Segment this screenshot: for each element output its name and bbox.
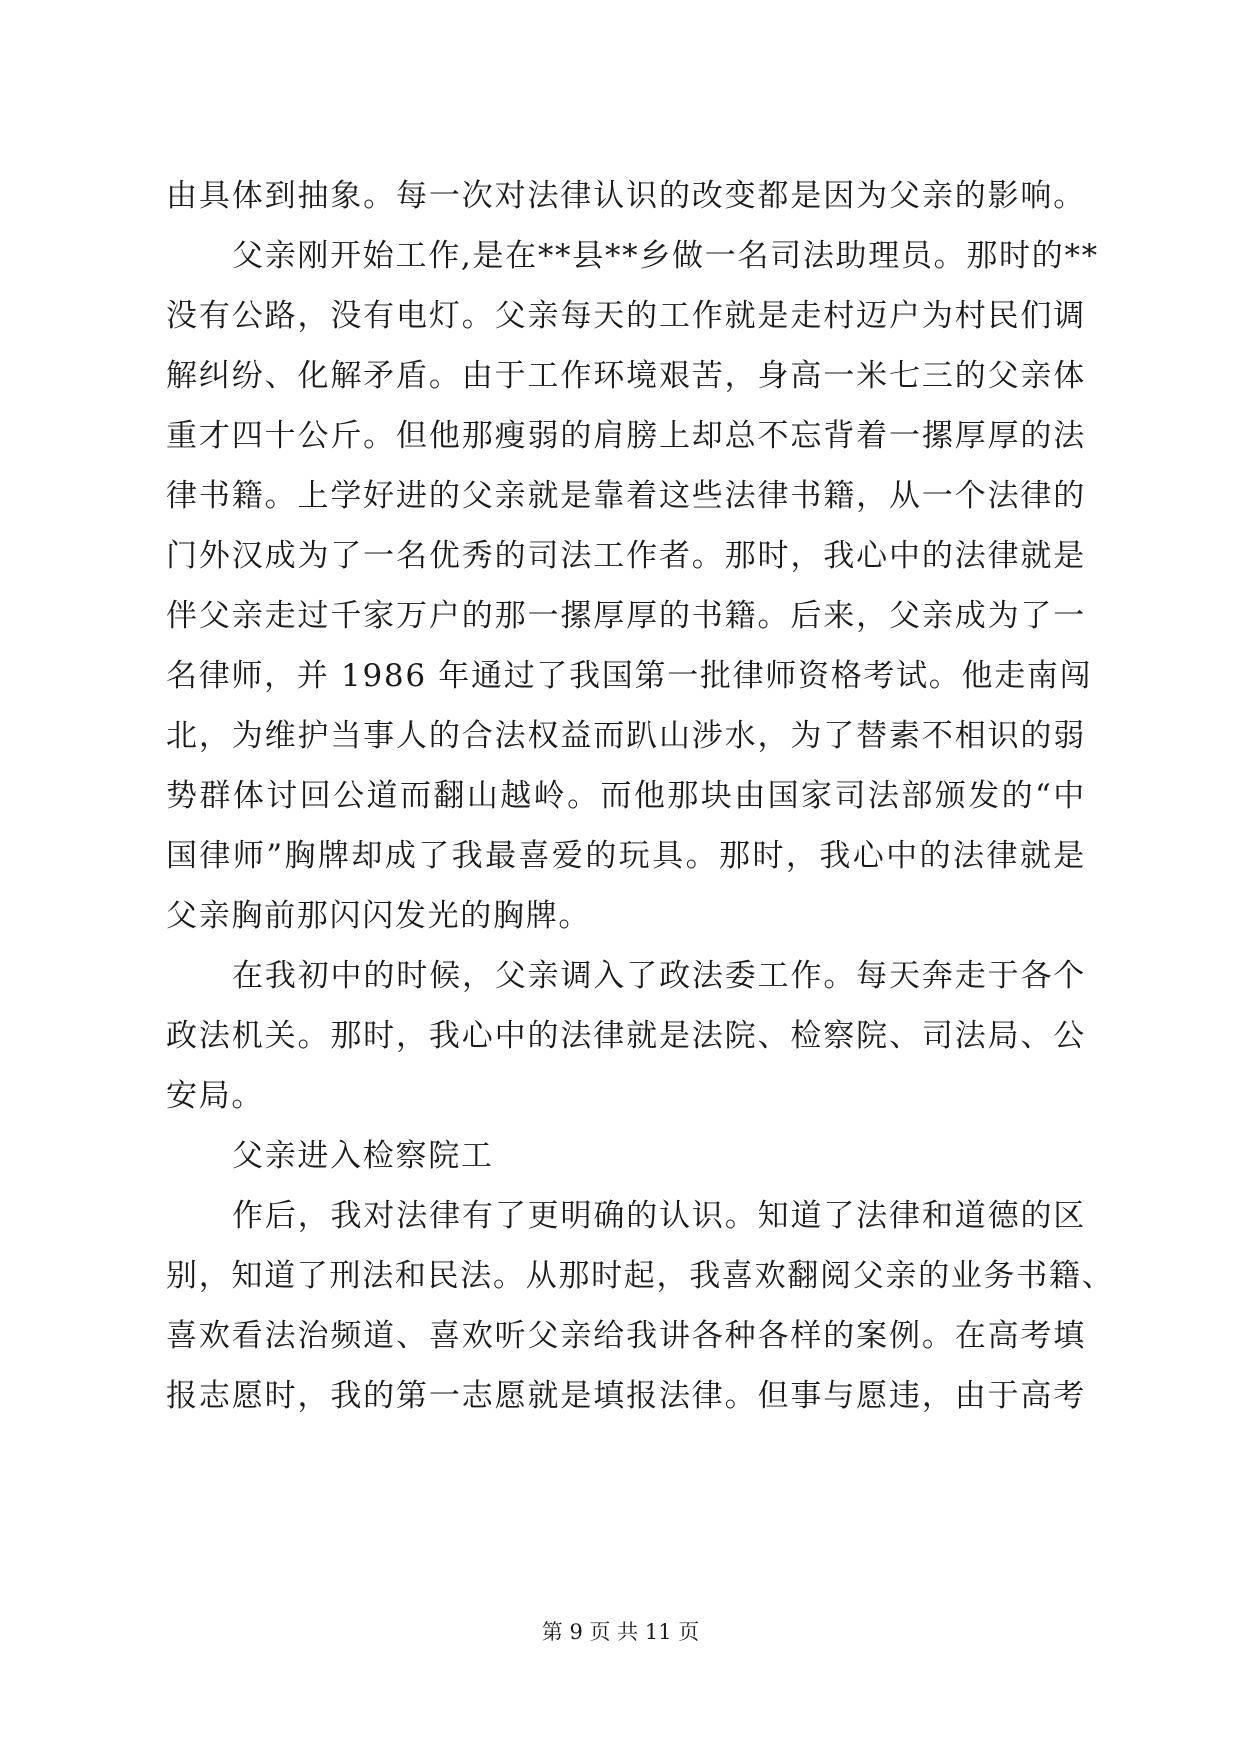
text-line: 名律师，并 1986 年通过了我国第一批律师资格考试。他走南闯 — [166, 658, 1093, 694]
text-line: 政法机关。那时，我心中的法律就是法院、检察院、司法局、公 — [166, 1018, 1086, 1054]
body-text — [166, 166, 1115, 1426]
text-line: 父亲胸前那闪闪发光的胸牌。 — [166, 898, 592, 934]
text-line: 解纠纷、化解矛盾。由于工作环境艰苦，身高一米七三的父亲体 — [166, 358, 1086, 394]
text-line: 北，为维护当事人的合法权益而趴山涉水，为了替素不相识的弱 — [166, 718, 1086, 754]
text-line: 国律师”胸牌却成了我最喜爱的玩具。那时，我心中的法律就是 — [166, 838, 1086, 874]
page-footer: 第 9 页 共 11 页 — [541, 1620, 700, 1644]
text-line: 在我初中的时候，父亲调入了政法委工作。每天奔走于各个 — [232, 958, 1086, 994]
text-line: 门外汉成为了一名优秀的司法工作者。那时，我心中的法律就是 — [166, 538, 1086, 574]
text-line: 没有公路，没有电灯。父亲每天的工作就是走村迈户为村民们调 — [166, 298, 1086, 334]
text-line: 报志愿时，我的第一志愿就是填报法律。但事与愿违，由于高考 — [166, 1378, 1086, 1414]
text-line: 重才四十公斤。但他那瘦弱的肩膀上却总不忘背着一摞厚厚的法 — [166, 418, 1086, 454]
text-line: 父亲进入检察院工 — [232, 1138, 494, 1174]
text-line: 父亲刚开始工作,是在**县**乡做一名司法助理员。那时的** — [232, 238, 1099, 274]
text-line: 由具体到抽象。每一次对法律认识的改变都是因为父亲的影响。 — [166, 178, 1086, 214]
text-line: 律书籍。上学好进的父亲就是靠着这些法律书籍，从一个法律的 — [166, 478, 1086, 514]
text-line: 安局。 — [166, 1078, 265, 1114]
text-line: 别，知道了刑法和民法。从那时起，我喜欢翻阅父亲的业务书籍、 — [166, 1258, 1115, 1294]
text-line: 喜欢看法治频道、喜欢听父亲给我讲各种各样的案例。在高考填 — [166, 1318, 1086, 1354]
text-line: 伴父亲走过千家万户的那一摞厚厚的书籍。后来，父亲成为了一 — [166, 598, 1086, 634]
text-line: 作后，我对法律有了更明确的认识。知道了法律和道德的区 — [232, 1198, 1086, 1234]
text-line: 势群体讨回公道而翻山越岭。而他那块由国家司法部颁发的“中 — [166, 778, 1086, 814]
